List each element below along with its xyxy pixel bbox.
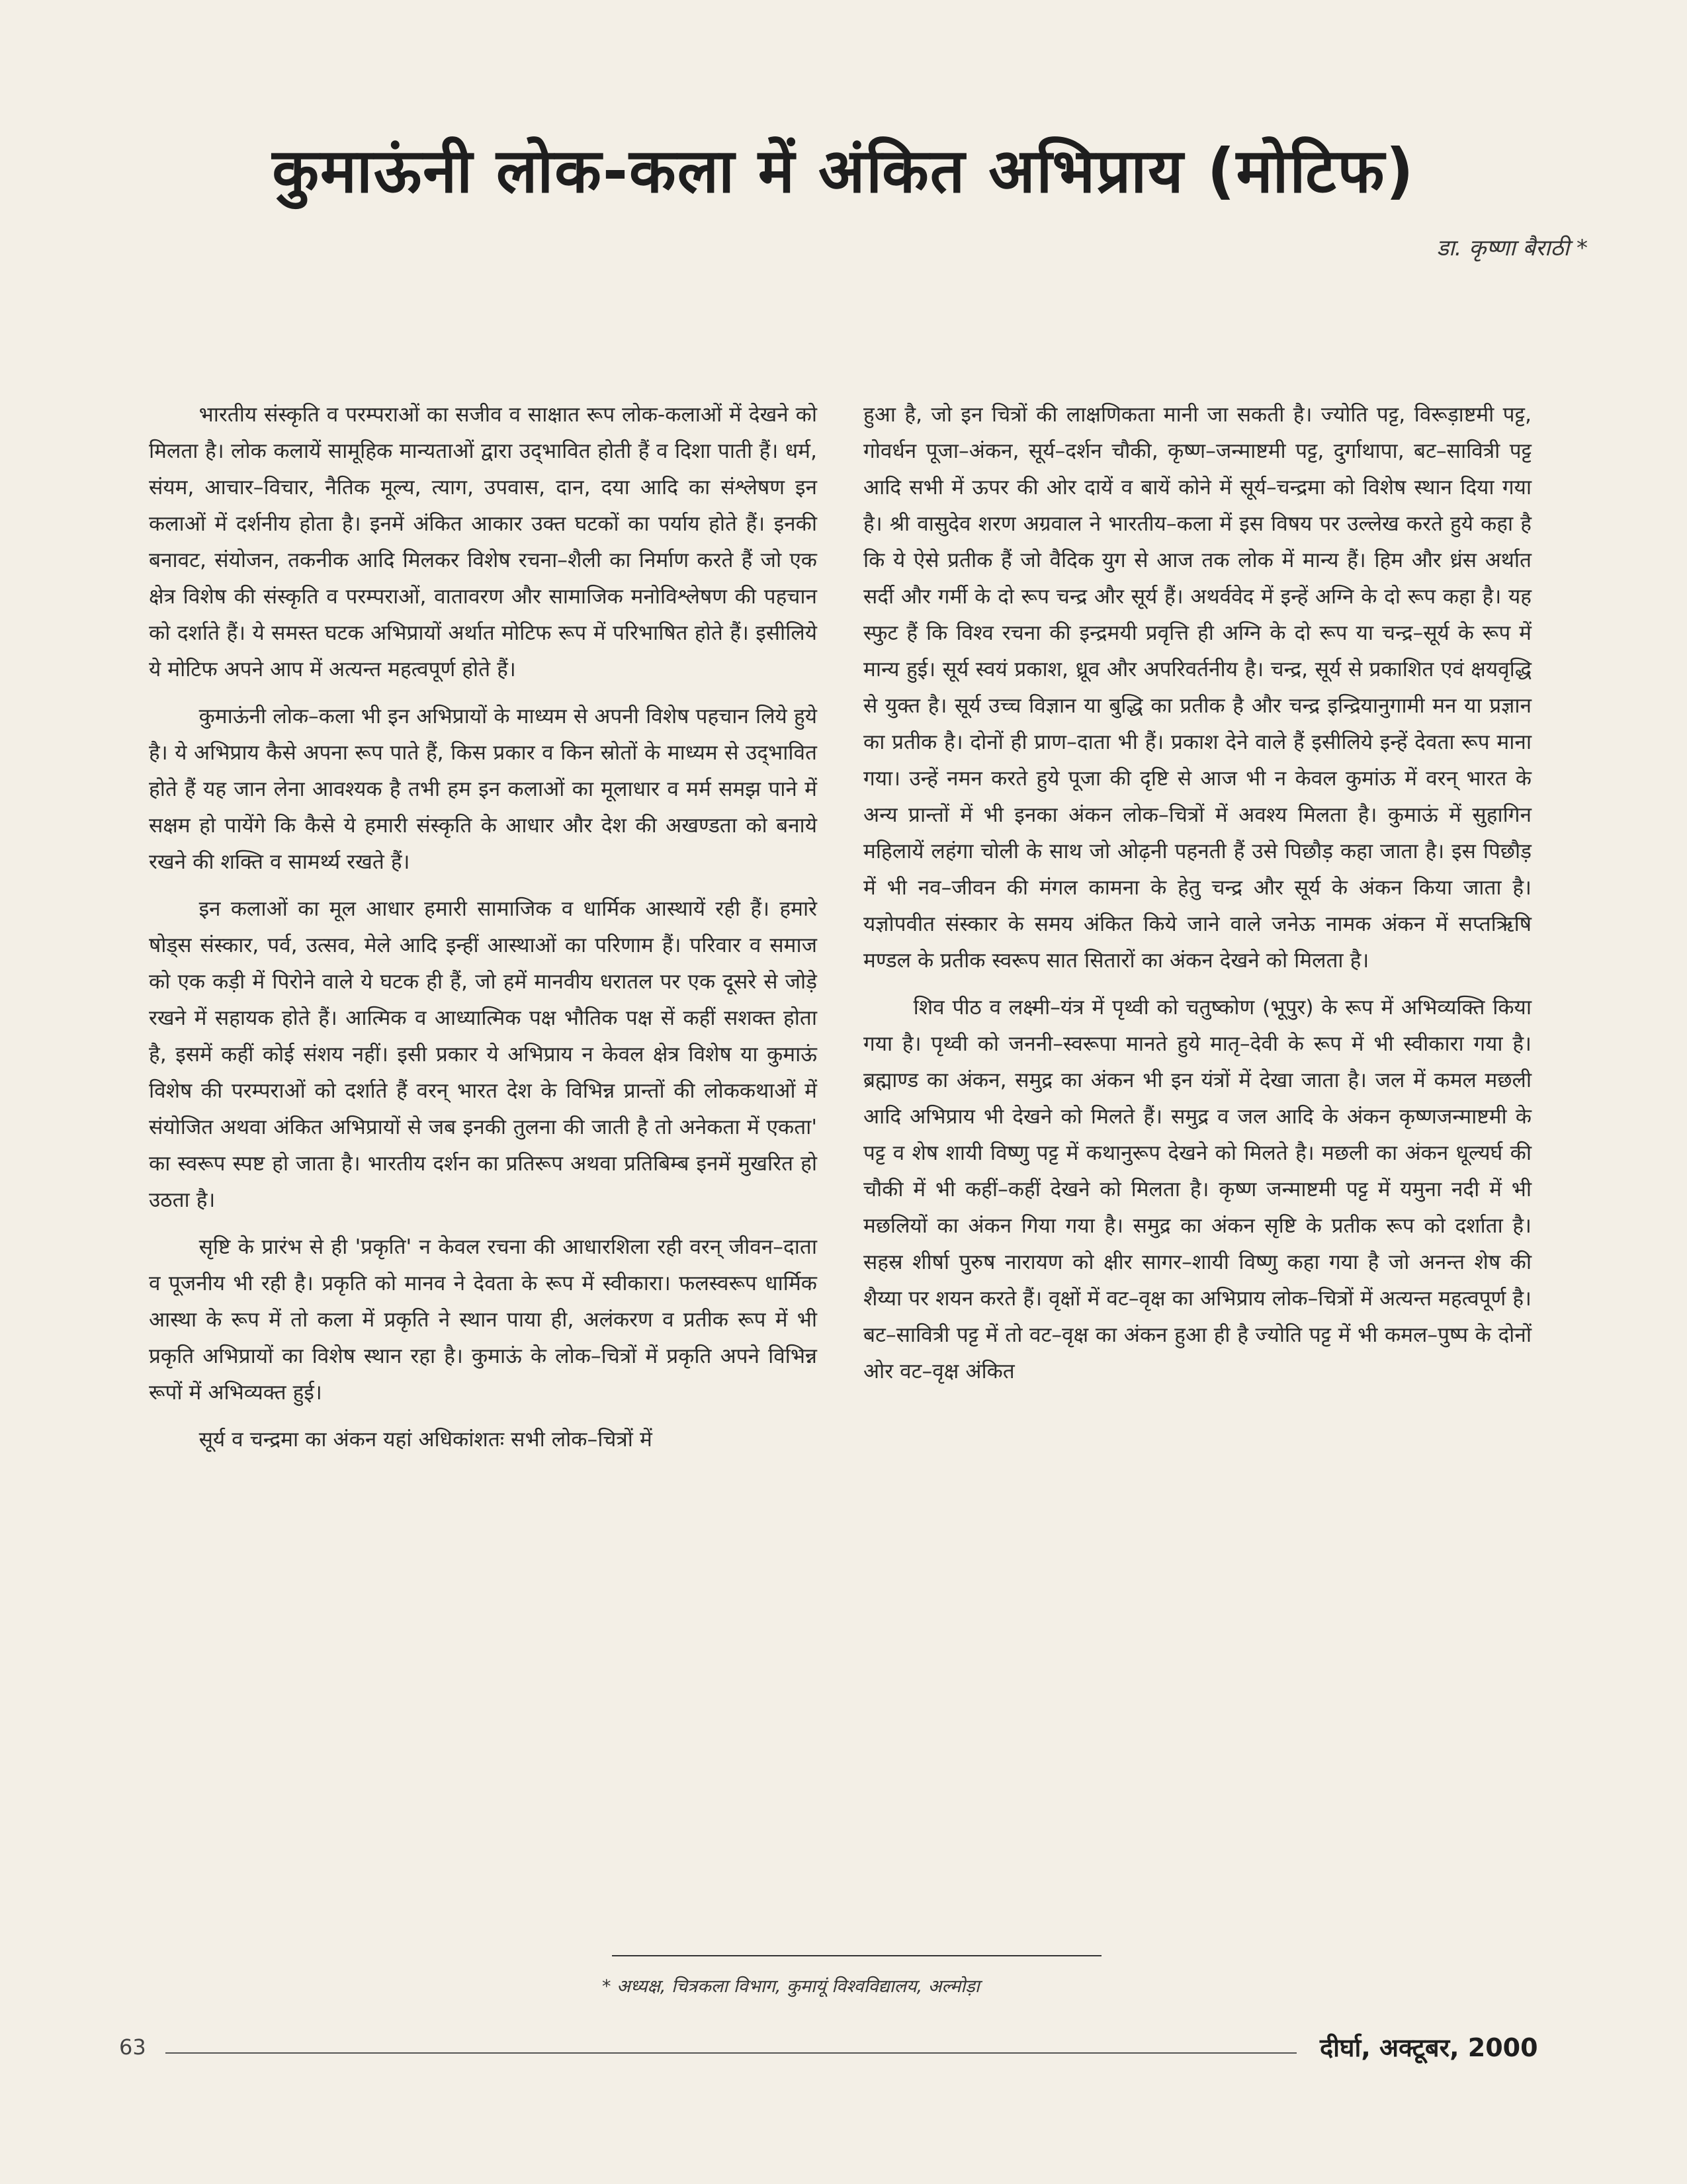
paragraph: सृष्टि के प्रारंभ से ही 'प्रकृति' न केवल रचना की आधारशिला रही वरन् जीवन–दाता व पूजनीय भी रही है। प्रकृति को मानव ने देवता के रूप में स्वीकारा। फलस्वरूप धार्मिक आस्था के रूप में तो कला में प्रकृति ने स्थान पाया ही, अलंकरण व प्रतीक रूप में भी प्रकृति अभिप्रायों का विशेष स्थान रहा है। कुमाऊं के लोक–चित्रों में प्रकृति अपने विभिन्न रूपों में अभिव्यक्त हुई। (149, 1235, 817, 1405)
journal-issue: दीर्घा, अक्टूबर, 2000 (1320, 2033, 1538, 2062)
article-title: कुमाऊंनी लोक-कला में अंकित अभिप्राय (मोटिफ) (272, 135, 1415, 206)
paragraph: शिव पीठ व लक्ष्मी–यंत्र में पृथ्वी को चतुष्कोण (भूपुर) के रूप में अभिव्यक्ति किया गया है। पृथ्वी को जननी–स्वरूपा मानते हुये मातृ–देवी के रूप में भी स्वीकारा गया है। ब्रह्माण्ड का अंकन, समुद्र का अंकन भी इन यंत्रों में देखा जाता है। जल में कमल मछली आदि अभिप्राय भी देखने को मिलते हैं। समुद्र व जल आदि के अंकन कृष्णजन्माष्टमी के पट्ट व शेष शायी विष्णु पट्ट में कथानुरूप देखने को मिलते है। मछली का अंकन धूल्यर्घ की चौकी में भी कहीं–कहीं देखने को मिलता है। कृष्ण जन्माष्टमी पट्ट में यमुना नदी में भी मछलियों का अंकन गिया गया है। समुद्र का अंकन सृष्टि के प्रतीक रूप को दर्शाता है। सहस्र शीर्षा पुरुष नारायण को क्षीर सागर–शायी विष्णु कहा गया है जो अनन्त शेष की शैय्या पर शयन करते हैं। वृक्षों में वट–वृक्ष का अभिप्राय लोक–चित्रों में अत्यन्त महत्वपूर्ण है। बट–सावित्री पट्ट में तो वट–वृक्ष का अंकन हुआ ही है ज्योति पट्ट में भी कमल–पुष्प के दोनों ओर वट–वृक्ष अंकित (863, 996, 1532, 1383)
page-number: 63 (119, 2034, 146, 2060)
paragraph: कुमाऊंनी लोक–कला भी इन अभिप्रायों के माध्यम से अपनी विशेष पहचान लिये हुये है। ये अभिप्राय कैसे अपना रूप पाते हैं, किस प्रकार व किन स्रोतों के माध्यम से उद्‌भावित होते हैं यह जान लेना आवश्यक है तभी हम इन कलाओं का मूलाधार व मर्म समझ पाने में सक्षम हो पायेंगे कि कैसे ये हमारी संस्कृति के आधार और देश की अखण्डता को बनाये रखने की शक्ति व सामर्थ्य रखते हैं। (149, 705, 817, 874)
author-name: डा. कृष्णा बैराठी * (1436, 235, 1588, 261)
paragraph: हुआ है, जो इन चित्रों की लाक्षणिकता मानी जा सकती है। ज्योति पट्ट, विरूड़ाष्टमी पट्ट, गोवर्धन पूजा–अंकन, सूर्य–दर्शन चौकी, कृष्ण–जन्माष्टमी पट्ट, दुर्गाथापा, बट–सावित्री पट्ट आदि सभी में ऊपर की ओर दायें व बायें कोने में सूर्य–चन्द्रमा को विशेष स्थान दिया गया है। श्री वासुदेव शरण अग्रवाल ने भारतीय–कला में इस विषय पर उल्लेख करते हुये कहा है कि ये ऐसे प्रतीक हैं जो वैदिक युग से आज तक लोक में मान्य हैं। हिम और ध्रंस अर्थात सर्दी और गर्मी के दो रूप चन्द्र और सूर्य हैं। अथर्ववेद में इन्हें अग्नि के दो रूप कहा है। यह स्फुट हैं कि विश्व रचना की इन्द्रमयी प्रवृत्ति ही अग्नि के दो रूप या चन्द्र–सूर्य के रूप में मान्य हुई। सूर्य स्वयं प्रकाश, ध्रूव और अपरिवर्तनीय है। चन्द्र, सूर्य से प्रकाशित एवं क्षयवृद्धि से युक्त है। सूर्य उच्च विज्ञान या बुद्धि का प्रतीक है और चन्द्र इन्द्रियानुगामी मन या प्रज्ञान का प्रतीक है। दोनों ही प्राण–दाता भी हैं। प्रकाश देने वाले हैं इसीलिये इन्हें देवता रूप माना गया। उन्हें नमन करते हुये पूजा की दृष्टि से आज भी न केवल कुमांऊ में वरन् भारत के अन्य प्रान्तों में भी इनका अंकन लोक–चित्रों में अवश्य मिलता है। कुमाऊं में सुहागिन महिलायें लहंगा चोली के साथ जो ओढ़नी पहनती हैं उसे पिछौड़ कहा जाता है। इस पिछौड़ में भी नव–जीवन की मंगल कामना के हेतु चन्द्र और सूर्य के अंकन किया जाता है। यज्ञोपवीत संस्कार के समय अंकित किये जाने वाले जनेऊ नामक अंकन में सप्तऋिषि मण्डल के प्रतीक स्वरूप सात सितारों का अंकन देखने को मिलता है। (863, 403, 1532, 973)
right-column (863, 397, 1532, 1401)
left-column (149, 397, 817, 1469)
paragraph: सूर्य व चन्द्रमा का अंकन यहां अधिकांशतः सभी लोक–चित्रों में (198, 1428, 652, 1452)
paragraph: इन कलाओं का मूल आधार हमारी सामाजिक व धार्मिक आस्थायें रही हैं। हमारे षोड्स संस्कार, पर्व, उत्सव, मेले आदि इन्हीं आस्थाओं का परिणाम हैं। परिवार व समाज को एक कड़ी में पिरोने वाले ये घटक ही हैं, जो हमें मानवीय धरातल पर एक दूसरे से जोड़े रखने में सहायक होते हैं। आत्मिक व आध्यात्मिक पक्ष भौतिक पक्ष सें कहीं सशक्त होता है, इसमें कहीं कोई संशय नहीं। इसी प्रकार ये अभिप्राय न केवल क्षेत्र विशेष या कुमाऊं विशेष की परम्पराओं को दर्शाते हैं वरन् भारत देश के विभिन्न प्रान्तों की लोककथाओं में संयोजित अथवा अंकित अभिप्रायों से जब इनकी तुलना की जाती है तो अनेकता में एकता' का स्वरूप स्पष्ट हो जाता है। भारतीय दर्शन का प्रतिरूप अथवा प्रतिबिम्ब इनमें मुखरित हो उठता है। (149, 897, 817, 1212)
footnote-divider (612, 1955, 1102, 1956)
footer-divider (165, 2052, 1297, 2054)
footnote: * अध्यक्ष, चित्रकला विभाग, कुमायूं विश्वविद्यालय, अल्मोड़ा (602, 1976, 980, 1997)
paragraph: भारतीय संस्कृति व परम्पराओं का सजीव व साक्षात रूप लोक-कलाओं में देखने को मिलता है। लोक कलायें सामूहिक मान्यताओं द्वारा उद्‌भावित होती हैं व दिशा पाती हैं। धर्म, संयम, आचार–विचार, नैतिक मूल्य, त्याग, उपवास, दान, दया आदि का संश्लेषण इन कलाओं में दर्शनीय होता है। इनमें अंकित आकार उक्त घटकों का पर्याय होते हैं। इनकी बनावट, संयोजन, तकनीक आदि मिलकर विशेष रचना–शैली का निर्माण करते हैं जो एक क्षेत्र विशेष की संस्कृति व परम्पराओं, वातावरण और सामाजिक मनोविश्लेषण की पहचान को दर्शाते हैं। ये समस्त घटक अभिप्रायों अर्थात मोटिफ रूप में परिभाषित होते हैं। इसीलिये ये मोटिफ अपने आप में अत्यन्त महत्वपूर्ण होते हैं। (149, 403, 817, 681)
